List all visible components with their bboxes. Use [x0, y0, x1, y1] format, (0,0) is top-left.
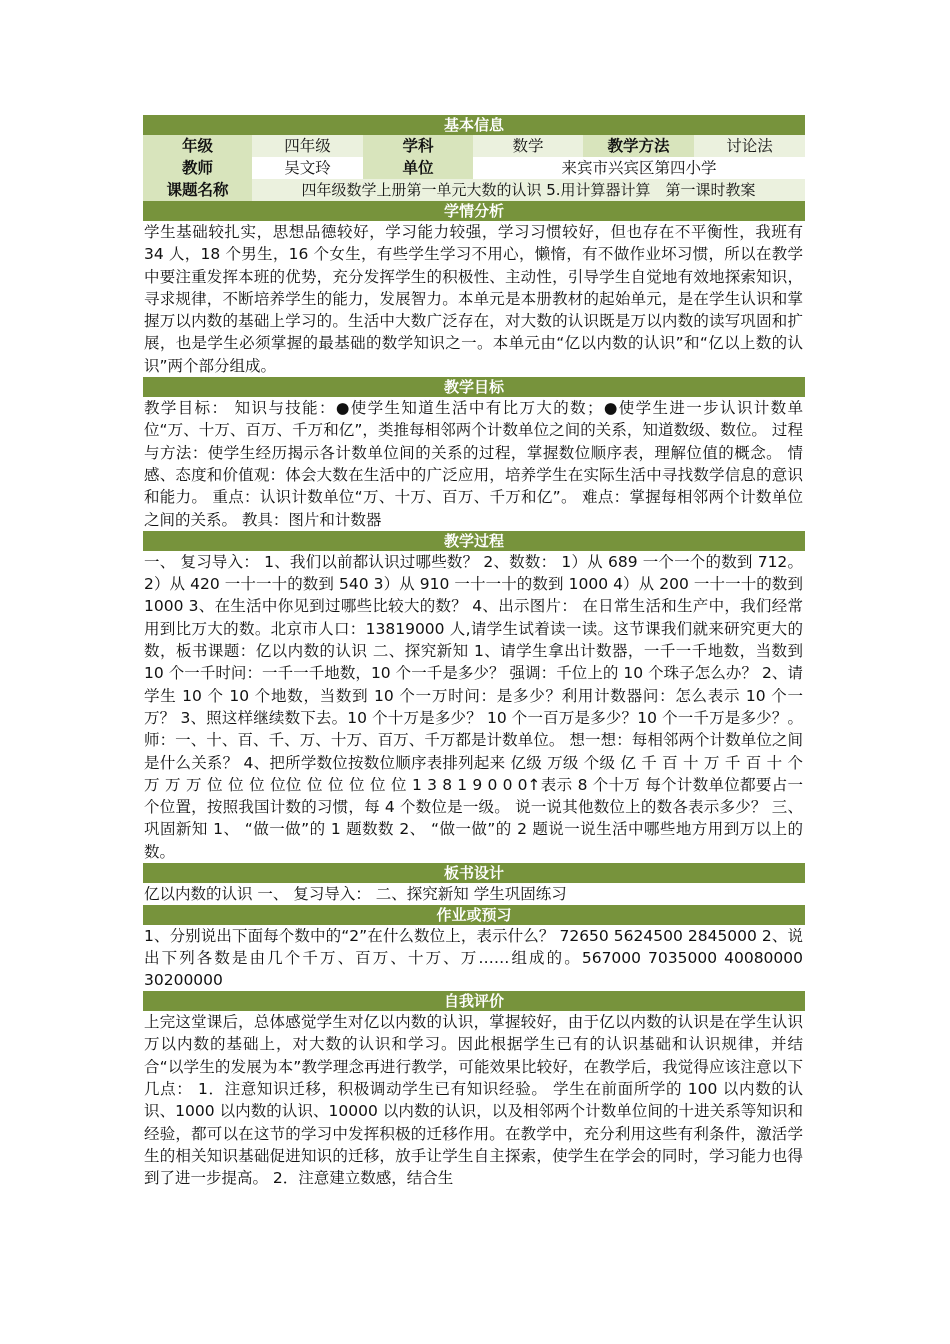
section-header-analysis: 学情分析: [143, 201, 805, 221]
section-header-board: 板书设计: [143, 863, 805, 883]
analysis-text: 学生基础较扎实，思想品德较好，学习能力较强，学习习惯较好，但也存在不平衡性，我班有 34 人，18 个男生，16 个女生，有些学生学习不用心，懒惰，有不做作业坏习惯，所以在教学中要注重发挥本班的优势，充分发挥学生的积极性、主动性，引导学生自觉地有效地探索知识，寻求规律，不断培养学生的能力，发展智力。本单元是本册教材的起始单元，是在学生认识和掌握万以内数的基础上学习的。生活中大数广泛存在，对大数的认识既是万以内数的读写巩固和扩展，也是学生必须掌握的最基础的数学知识之一。本单元由“亿以内数的认识”和“亿以上数的认识”两个部分组成。: [144, 223, 803, 375]
topic-label: 课题名称: [143, 179, 252, 201]
section-header-goals: 教学目标: [143, 377, 805, 397]
teacher-value: 吴文玲: [284, 159, 331, 177]
method-value: 讨论法: [726, 137, 773, 155]
subject-label: 学科: [363, 135, 473, 157]
board-text: 亿以内数的认识 一、 复习导入： 二、探究新知 学生巩固练习: [144, 885, 567, 904]
subject-value: 数学: [512, 137, 544, 155]
grade-value: 四年级: [284, 137, 331, 155]
section-header-reflection: 自我评价: [143, 991, 805, 1011]
reflection-text: 上完这堂课后，总体感觉学生对亿以内数的认识，掌握较好，由于亿以内数的认识是在学生认识万以内数的基础上，对大数的认识和学习。因此根据学生已有的认识基础和认识规律，并结合“以学生的发展为本”教学理念再进行教学，可能效果比较好，在教学后，我觉得应该注意以下几点： 1．注意知识迁移，积极调动学生已有知识经验。 学生在前面所学的 100 以内数的认识、1000 以内数的认识、10000 以内数的认识，以及相邻两个计数单位间的十进关系等知识和经验，都可以在这节的学习中发挥积极的迁移作用。在教学中，充分利用这些有利条件，激活学生的相关知识基础促进知识的迁移，放手让学生自主探索，使学生在学会的同时，学习能力也得到了进一步提高。 2．注意建立数感，结合生: [144, 1013, 803, 1188]
info-row-topic: [143, 179, 805, 201]
homework-text: 1、分别说出下面每个数中的“2”在什么数位上，表示什么？ 72650 5624500 2845000 2、说出下列各数是由几个千万、百万、十万、万……组成的。567000 7035000 40080000 30200000: [144, 927, 803, 990]
info-row-teacher: [143, 157, 805, 179]
section-header-basic-info: 基本信息: [143, 115, 805, 135]
goals-text: 教学目标： 知识与技能：●使学生知道生活中有比万大的数；●使学生进一步认识计数单位“万、十万、百万、千万和亿”，类推每相邻两个计数单位之间的关系，知道数级、数位。 过程与方法：使学生经历揭示各计数单位间的关系的过程，掌握数位顺序表，理解位值的概念。 情感、态度和价值观：体会大数在生活中的广泛应用，培养学生在实际生活中寻找数学信息的意识和能力。 重点：认识计数单位“万、十万、百万、千万和亿”。 难点：掌握每相邻两个计数单位之间的关系。 教具：图片和计数器: [144, 399, 803, 529]
info-row-grade: [143, 135, 805, 157]
topic-value: 四年级数学上册第一单元大数的认识 5.用计算器计算 第一课时教案: [301, 181, 756, 199]
section-header-process: 教学过程: [143, 531, 805, 551]
lesson-plan-table: [143, 115, 805, 1189]
teacher-label: 教师: [143, 157, 252, 179]
unit-label: 单位: [363, 157, 473, 179]
unit-value: 来宾市兴宾区第四小学: [561, 159, 717, 177]
grade-label: 年级: [143, 135, 252, 157]
process-text: 一、 复习导入： 1、我们以前都认识过哪些数？ 2、数数： 1）从 689 一个一个的数到 712。 2）从 420 一十一十的数到 540 3）从 910 一十一十的数到 1000 4）从 200 一十一十的数到 1000 3、在生活中你见到过哪些比较大的数？ 4、出示图片： 在日常生活和生产中，我们经常用到比万大的数。北京市人口：13819000 人,请学生试着读一读。这节课我们就来研究更大的数，板书课题：亿以内数的认识 二、探究新知 1、请学生拿出计数器，一千一千地数，当数到 10 个一千时问：一千一千地数，10 个一千是多少？ 强调：千位上的 10 个珠子怎么办？ 2、请学生 10 个 10 个地数，当数到 10 个一万时问：是多少？利用计数器问：怎么表示 10 个一万？ 3、照这样继续数下去。10 个十万是多少？ 10 个一百万是多少？10 个一千万是多少？。 师：一、十、百、千、万、十万、百万、千万都是计数单位。 想一想：每相邻两个计数单位之间是什么关系？ 4、把所学数位按数位顺序表排列起来 亿级 万级 个级 亿 千 百 十 万 千 百 十 个 万 万 万 位 位 位 位位 位 位 位 位 位 1 3 8 1 9 0 0 0↑表示 8 个十万 每个计数单位都要占一个位置，按照我国计数的习惯，每 4 个数位是一级。 说一说其他数位上的数各表示多少？ 三、巩固新知 1、 “做一做”的 1 题数数 2、 “做一做”的 2 题说一说生活中哪些地方用到万以上的数。: [144, 552, 803, 861]
section-header-homework: 作业或预习: [143, 905, 805, 925]
method-label: 教学方法: [583, 135, 694, 157]
